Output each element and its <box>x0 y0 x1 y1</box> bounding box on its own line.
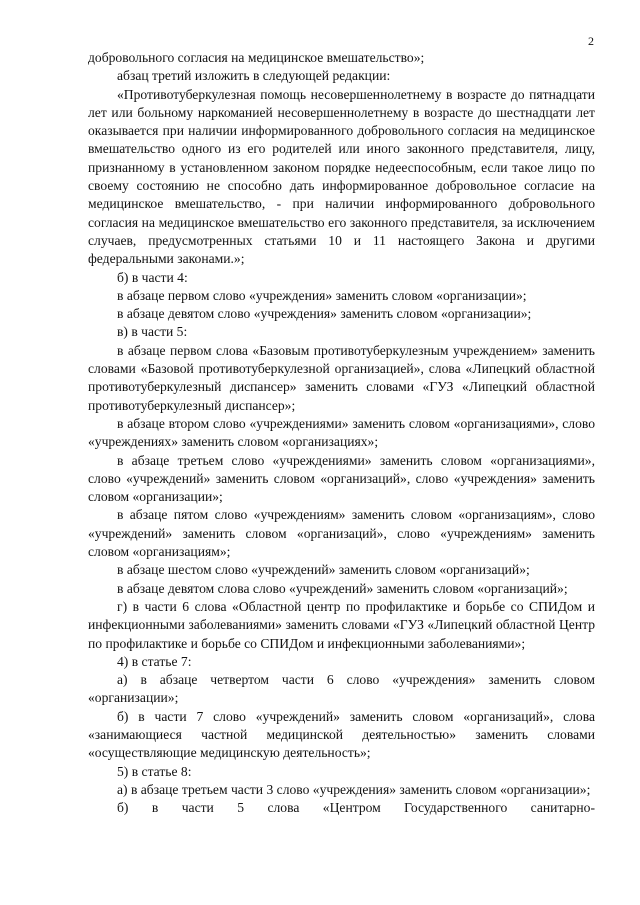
paragraph: в абзаце девятом слова слово «учреждений» заменить словом «организаций»; <box>117 580 568 596</box>
paragraph: 4) в статье 7: <box>117 653 192 669</box>
page-number: 2 <box>588 34 594 48</box>
paragraph: в абзаце шестом слово «учреждений» заменить словом «организаций»; <box>117 562 530 578</box>
paragraph: б) в части 5 слова «Центром Государственного санитарно- <box>117 800 595 816</box>
paragraph: а) в абзаце третьем части 3 слово «учреждения» заменить словом «организации»; <box>117 781 591 797</box>
paragraph: добровольного согласия на медицинское вмешательство»; <box>88 50 425 65</box>
paragraph: б) в части 7 слово «учреждений» заменить словом «организаций», слова «занимающиеся частной медицинской деятельностью» заменить словами «осуществляющие медицинскую деятельность»; <box>88 708 595 761</box>
paragraph: в абзаце первом слово «учреждения» заменить словом «организации»; <box>117 287 527 303</box>
paragraph: абзац третий изложить в следующей редакции: <box>117 68 391 84</box>
paragraph: в) в части 5: <box>117 324 188 340</box>
paragraph: а) в абзаце четвертом части 6 слово «учреждения» заменить словом «организации»; <box>88 672 595 706</box>
paragraph: в абзаце втором слово «учреждениями» заменить словом «организациями», слово «учреждениях» заменить словом «организациях»; <box>88 415 595 450</box>
paragraph: г) в части 6 слова «Областной центр по профилактике и борьбе со СПИДом и инфекционными заболеваниями» заменить словами «ГУЗ «Липецкий областной Центр по профилактике и борьбе со СПИДом и инфекционными заболеваниями»; <box>88 598 595 651</box>
paragraph: в абзаце девятом слово «учреждения» заменить словом «организации»; <box>117 306 532 322</box>
paragraph: б) в части 4: <box>117 269 188 285</box>
paragraph: «Противотуберкулезная помощь несовершеннолетнему в возрасте до пятнадцати лет или больному наркоманией несовершеннолетнему в возрасте до шестнадцати лет оказывается при наличии информированного добровольного согласия на медицинское вмешательство одного из его родителей или иного законного представителя, лицу, признанному в установленном законом порядке недееспособным, если такое лицо по своему состоянию не способно дать информированное добровольное согласие на медицинское вмешательство, - при наличии информированного добровольного согласия на медицинское вмешательство его законного представителя, за исключением случаев, предусмотренных статьями 10 и 11 настоящего Закона и другими федеральными законами.»; <box>88 86 595 267</box>
paragraph: в абзаце первом слова «Базовым противотуберкулезным учреждением» заменить словами «Базовой противотуберкулезной организацией», слова «Липецкий областной противотуберкулезный диспансер» заменить словами «ГУЗ «Липецкий областной противотуберкулезный диспансер»; <box>88 342 595 413</box>
document-body <box>88 49 595 817</box>
paragraph: в абзаце третьем слово «учреждениями» заменить словом «организациями», слово «учреждений» заменить словом «организаций», слово «учреждения» заменить словом «организации»; <box>88 452 595 505</box>
paragraph: в абзаце пятом слово «учреждениям» заменить словом «организациям», слово «учреждений» заменить словом «организаций», слово «учреждениям» заменить словом «организациям»; <box>88 507 595 560</box>
paragraph: 5) в статье 8: <box>117 763 192 779</box>
